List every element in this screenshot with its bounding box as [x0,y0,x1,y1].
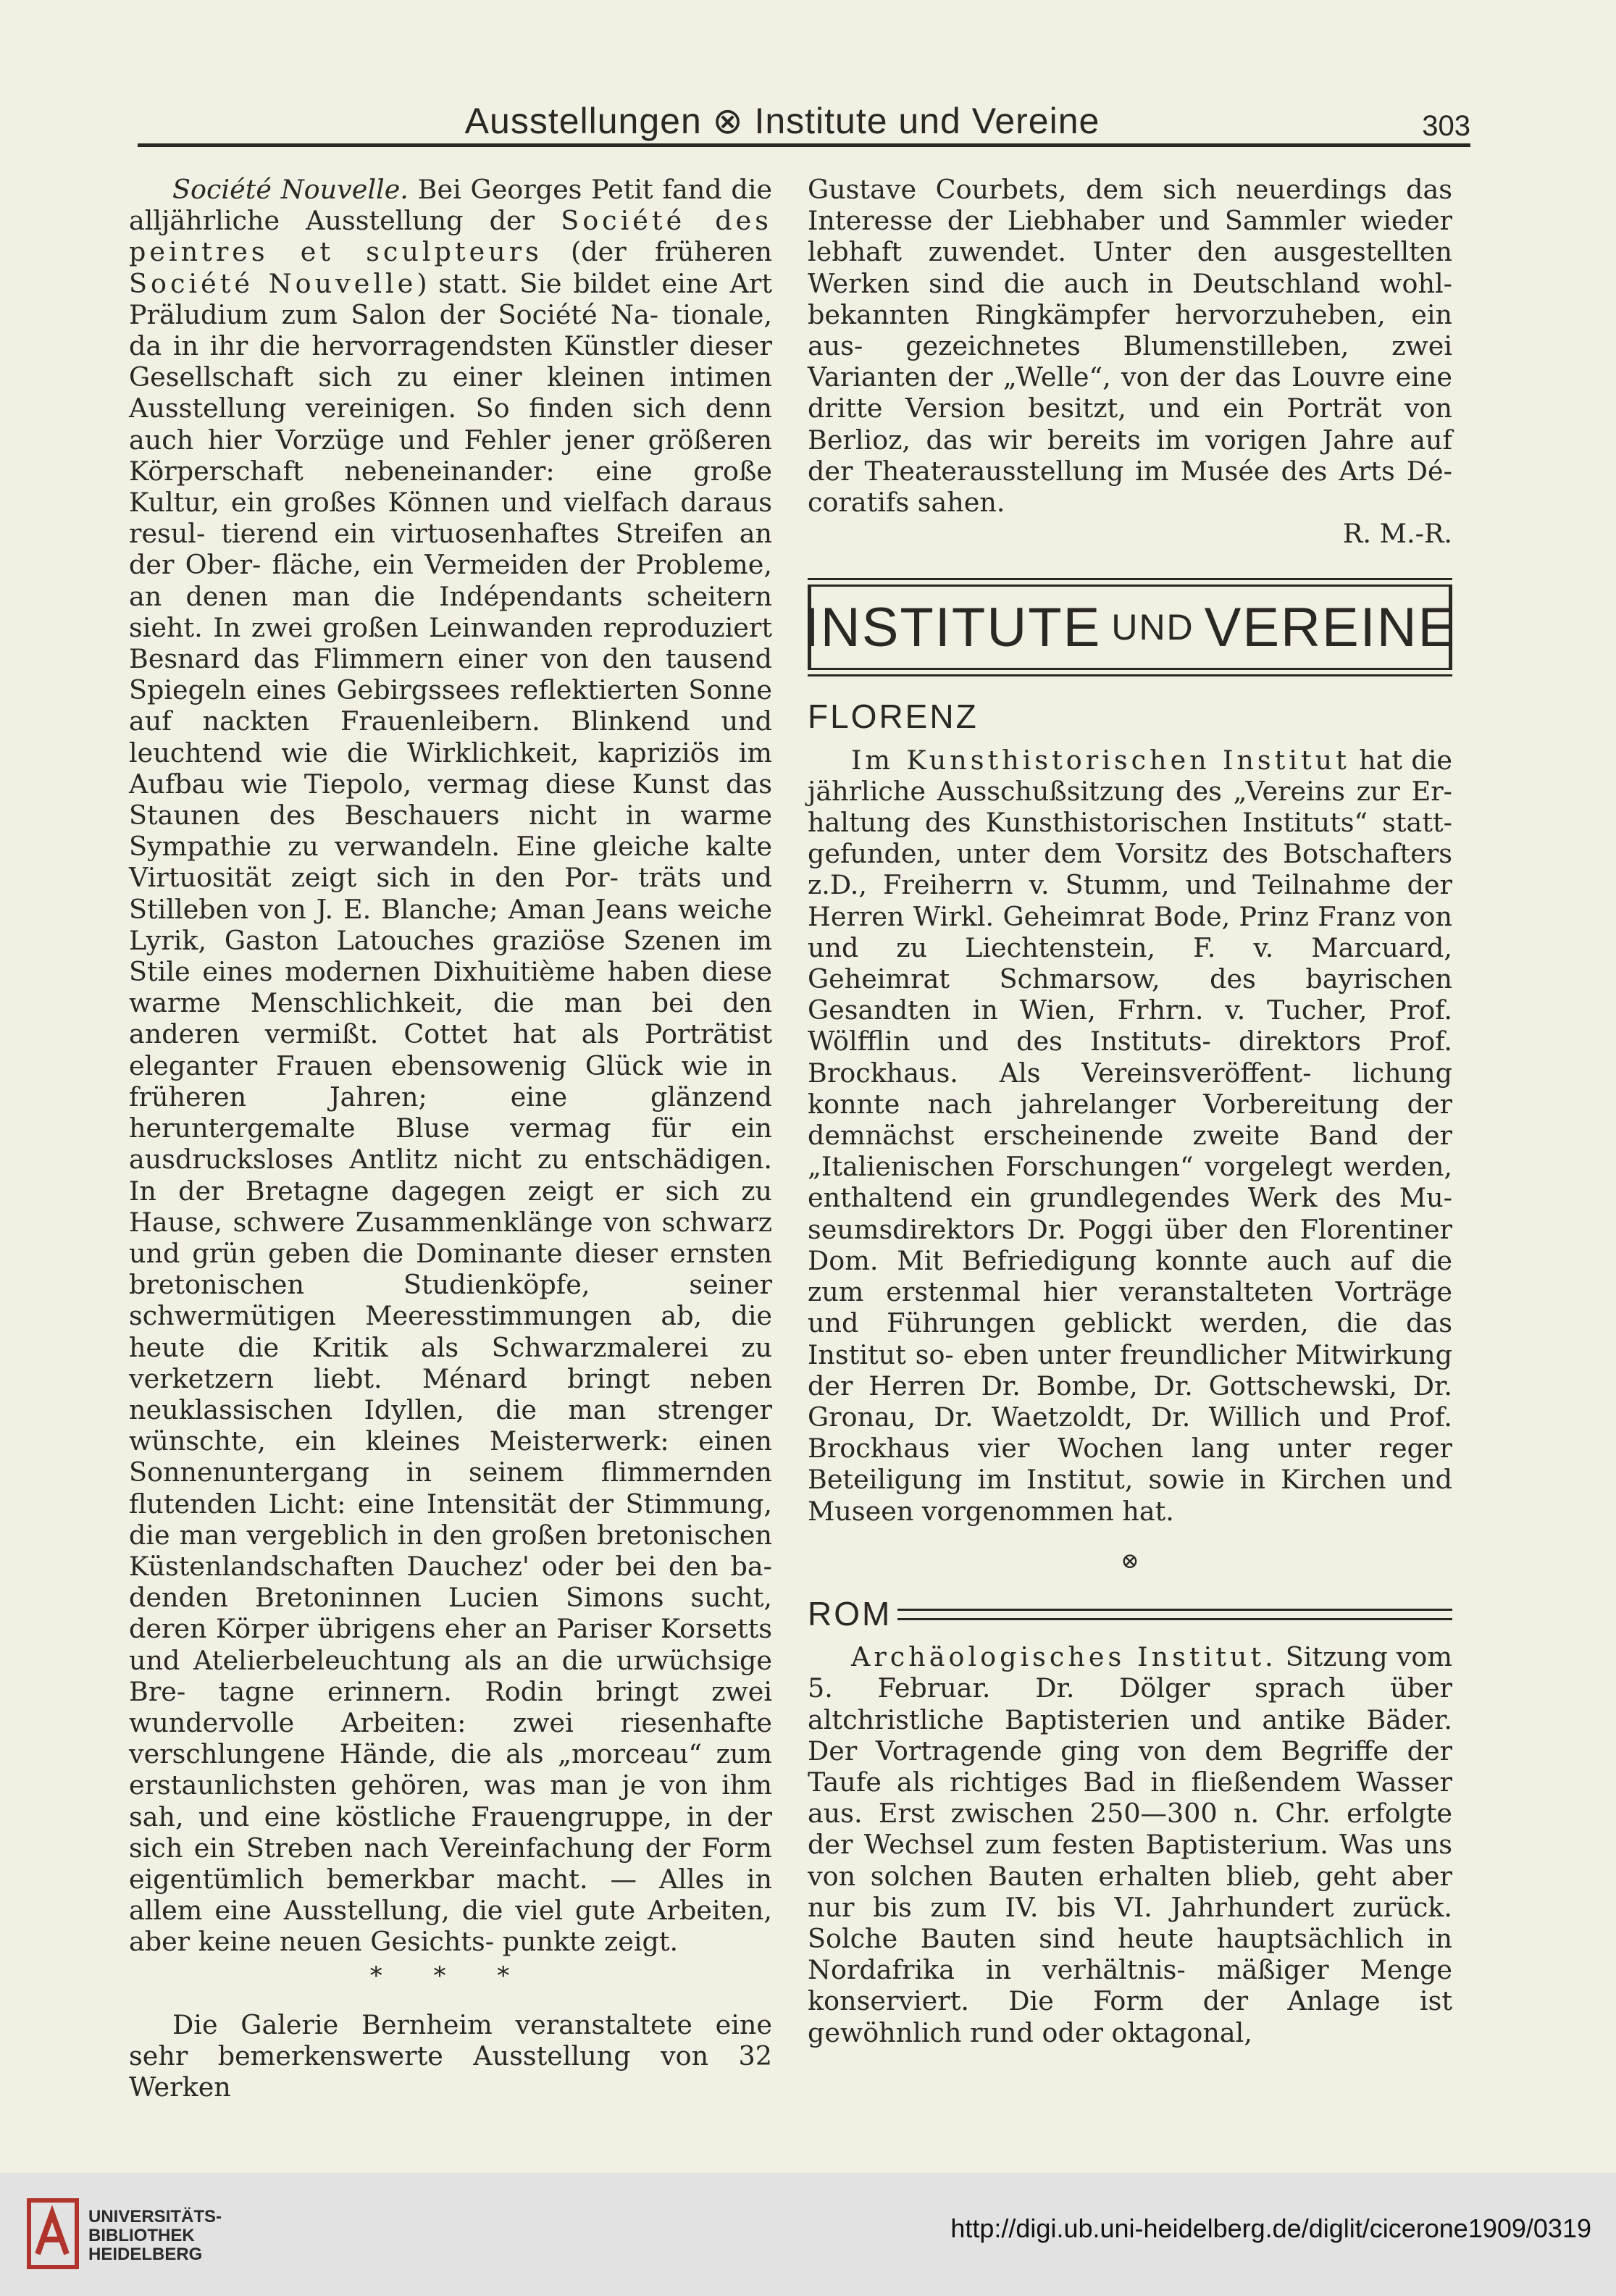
footer-bar [0,2173,1616,2296]
spaced-text: Archäologisches Institut. [851,1641,1277,1673]
author-initials: R. M.-R. [1342,518,1452,550]
library-name[interactable] [88,2208,222,2264]
header-rule [138,143,1470,147]
banner-word: INSTITUTE [803,596,1102,658]
library-line: UNIVERSITÄTS- [88,2207,222,2226]
banner-rule-bottom [808,674,1452,676]
banner-word: VEREINE [1204,596,1457,658]
galerie-bernheim-paragraph: Die Galerie Bernheim veranstaltete eine sehr bemerkenswerte Ausstellung von 32 Werken [129,2008,772,2103]
right-column [803,174,1457,2048]
page-header [138,85,1470,151]
ornament-icon: ⊗ [1121,1548,1139,1574]
library-line: BIBLIOTHEK [88,2226,195,2245]
paragraph-text: Gustave Courbets, dem sich neuerdings das Interesse der Liebhaber und Sammler wieder lebhaft zuwendet. Unter den ausgestellten Werken sind die auch in Deutschland wohl- bekannten Ringkämpfer hervorzuheben, ein aus- gezeichnetes Blumenstilleben, zwei Varianten der „Welle“, von der das Louvre eine dritte Version besitzt, und ein Porträt von Berlioz, das wir bereits im vorigen Jahre auf der Theaterausstellung im Musée des Arts Dé- coratifs sahen. [808,174,1452,519]
asterism-separator: * * * [369,1961,532,1990]
section-lead: Société Nouvelle. [172,174,409,205]
library-line: HEIDELBERG [88,2245,203,2264]
florenz-paragraph [808,745,1452,1527]
courbet-paragraph [808,174,1452,549]
running-title: Ausstellungen ⊗ Institute und Vereine [464,101,1100,141]
spaced-text: Im Kunsthistorischen Institut [851,744,1350,776]
florenz-heading: FLORENZ [808,697,979,736]
left-column [129,174,772,2103]
section-banner [803,578,1457,679]
university-library-logo-icon[interactable] [26,2197,80,2270]
paragraph-text: Sitzung vom 5. Februar. Dr. Dölger sprach über altchristliche Baptisterien und antike Bäder. Der Vortragende ging von dem Begriffe der Taufe als richtiges Bad in fließendem Wasser aus. Erst zwischen 250—300 n. Chr. erfolgte der Wechsel zum festen Baptisterium. Was uns von solchen Bauten erhalten blieb, geht aber nur bis zum IV. bis VI. Jahrhundert zurück. Solche Bauten sind heute hauptsächlich in Nordafrika in verhältnis- mäßiger Menge konserviert. Die Form der Anlage ist gewöhnlich rund oder oktagonal, [808,1641,1452,2048]
source-url-link[interactable]: http://digi.ub.uni-heidelberg.de/diglit/cicerone1909/0319 [950,2213,1591,2243]
rom-heading-rule [897,1609,1452,1620]
paragraph-text: hat die jährliche Ausschußsitzung des „Vereins zur Er- haltung des Kunsthistorischen Instituts“ statt- gefunden, unter dem Vorsitz des Botschafters z.D., Freiherrn v. Stumm, und Teilnahme der Herren Wirkl. Geheimrat Bode, Prinz Franz von und zu Liechtenstein, F. v. Marcuard, Geheimrat Schmarsow, des bayrischen Gesandten in Wien, Frhrn. v. Tucher, Prof. Wölfflin und des Instituts- direktors Prof. Brockhaus. Als Vereinsveröffent- lichung konnte nach jahrelanger Vorbereitung der demnächst erscheinende zweite Band der „Italienischen Forschungen“ vorgelegt werden, enthaltend ein grundlegendes Werk des Mu- seumsdirektors Dr. Poggi über den Florentiner Dom. Mit Befriedigung konnte auch auf die zum erstenmal hier veranstalteten Vorträge und Führungen geblickt werden, die das Institut so- eben unter freundlicher Mitwirkung der Herren Dr. Bombe, Dr. Gottschewski, Dr. Gronau, Dr. Waetzoldt, Dr. Willich und Prof. Brockhaus vier Wochen lang unter reger Beteiligung im Institut, sowie in Kirchen und Museen vorgenommen hat. [808,744,1453,1527]
paragraph-text: ) statt. Sie bildet eine Art Präludium zum Salon der Société Na- tionale, da in ihr die hervorragendsten Künstler dieser Gesellschaft sich zu einer kleinen intimen Ausstellung vereinigen. So finden sich denn auch hier Vorzüge und Fehler jener größeren Körperschaft nebeneinander: eine große Kultur, ein großes Können und vielfach daraus resul- tierend ein virtuosenhaftes Streifen an der Ober- fläche, ein Vermeiden der Probleme, an denen man die Indépendants scheitern sieht. In zwei großen Leinwanden reproduziert Besnard das Flimmern einer von den tausend Spiegeln eines Gebirgssees reflektierten Sonne auf nackten Frauenleibern. Blinkend und leuchtend wie die Wirklichkeit, kapriziös im Aufbau wie Tiepolo, vermag diese Kunst das Staunen des Beschauers nicht in warme Sympathie zu verwandeln. Eine gleiche kalte Virtuosität zeigt sich in den Por- träts und Stilleben von J. E. Blanche; Aman Jeans weiche Lyrik, Gaston Latouches graziöse Szenen im Stile eines modernen Dixhuitième haben diese warme Menschlichkeit, die man bei den anderen vermißt. Cottet hat als Porträtist eleganter Frauen ebensowenig Glück wie in früheren Jahren; eine glänzend heruntergemalte Bluse vermag für ein ausdrucksloses Antlitz nicht zu entschädigen. In der Bretagne dagegen zeigt er sich zu Hause, schwere Zusammenklänge von schwarz und grün geben die Dominante dieser ernsten bretonischen Studienköpfe, seiner schwermütigen Meeresstimmungen ab, die heute die Kritik als Schwarzmalerei zu verketzern liebt. Ménard bringt neben neuklassischen Idyllen, die man strenger wünschte, ein kleines Meisterwerk: einen Sonnenuntergang in seinem flimmernden flutenden Licht: eine Intensität der Stimmung, die man vergeblich in den großen bretonischen Küstenlandschaften Dauchez' oder bei den ba- denden Bretoninnen Lucien Simons sucht, deren Körper übrigens eher an Pariser Korsetts und Atelierbeleuchtung als an die urwüchsige Bre- tagne erinnern. Rodin bringt zwei wundervolle Arbeiten: zwei riesenhafte verschlungene Hände, die als „morceau“ zum erstaunlichsten gehören, was man je von ihm sah, und eine köstliche Frauengruppe, in der sich ein Streben nach Vereinfachung der Form eigentümlich bemerkbar macht. — Alles in allem eine Ausstellung, die viel gute Arbeiten, aber keine neuen Gesichts- punkte zeigt. [129,267,772,1958]
banner-rule-top [808,578,1452,580]
rom-paragraph [808,1641,1452,2048]
rom-heading-text: ROM [808,1594,892,1633]
spaced-text: Société des peintres et sculpteurs [129,205,773,268]
rom-heading [808,1594,1452,1633]
paragraph-text: (der früheren [542,236,772,268]
banner-title [803,585,1457,670]
banner-word: UND [1111,606,1194,648]
page-number: 303 [1422,110,1470,142]
spaced-text: Société Nouvelle [129,267,417,299]
paragraph-text: Bei Georges Petit fand die alljährliche Ausstellung der [129,174,772,237]
societe-nouvelle-paragraph [129,174,772,1958]
